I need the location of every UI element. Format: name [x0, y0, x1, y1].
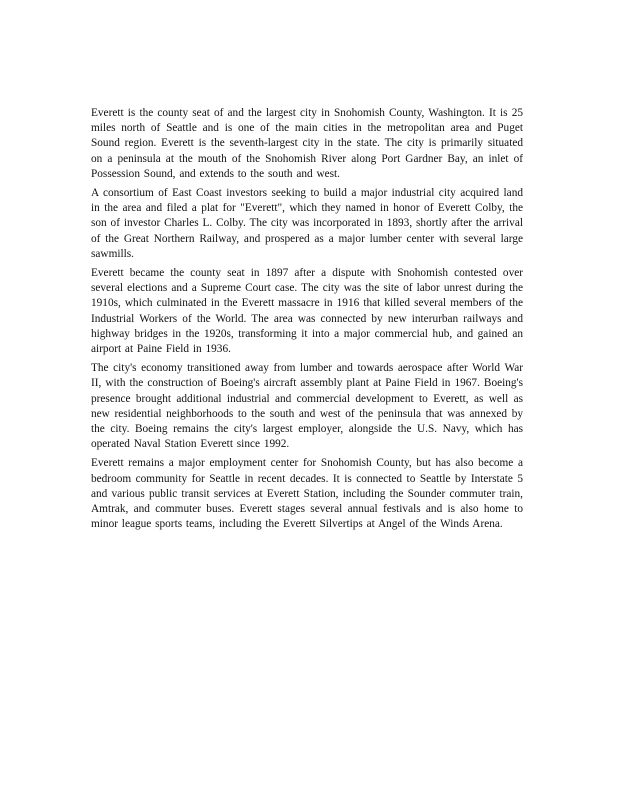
- paragraph-1: Everett is the county seat of and the largest city in Snohomish County, Washington. It is 25 miles north of Seattle and is one of the main cities in the metropolitan area and Puget Sound region. Everett is the seventh-largest city in the state. The city is primarily situated on a peninsula at the mouth of the Snohomish River along Port Gardner Bay, an inlet of Possession Sound, and extends to the south and west.: [91, 107, 523, 180]
- paragraph-3: Everett became the county seat in 1897 after a dispute with Snohomish contested over several elections and a Supreme Court case. The city was the site of labor unrest during the 1910s, which culminated in the Everett massacre in 1916 that killed several members of the Industrial Workers of the World. The area was connected by new interurban railways and highway bridges in the 1920s, transforming it into a major commercial hub, and gained an airport at Paine Field in 1936.: [91, 267, 523, 356]
- paragraph-5: Everett remains a major employment center for Snohomish County, but has also become a bedroom community for Seattle in recent decades. It is connected to Seattle by Interstate 5 and various public transit services at Everett Station, including the Sounder commuter train, Amtrak, and commuter buses. Everett stages several annual festivals and is also home to minor league sports teams, including the Everett Silvertips at Angel of the Winds Arena.: [91, 457, 523, 531]
- paragraph-4: The city's economy transitioned away from lumber and towards aerospace after World War II, with the construction of Boeing's aircraft assembly plant at Paine Field in 1967. Boeing's presence brought additional industrial and commercial development to Everett, as well as new residential neighborhoods to the south and west of the peninsula that was annexed by the city. Boeing remains the city's largest employer, alongside the U.S. Navy, which has operated Naval Station Everett since 1992.: [91, 362, 523, 451]
- paragraph-2: A consortium of East Coast investors seeking to build a major industrial city acquired land in the area and filed a plat for "Everett", which they named in honor of Everett Colby, the son of investor Charles L. Colby. The city was incorporated in 1893, shortly after the arrival of the Great Northern Railway, and prospered as a major lumber center with several large sawmills.: [91, 187, 523, 260]
- document-body: [91, 106, 523, 536]
